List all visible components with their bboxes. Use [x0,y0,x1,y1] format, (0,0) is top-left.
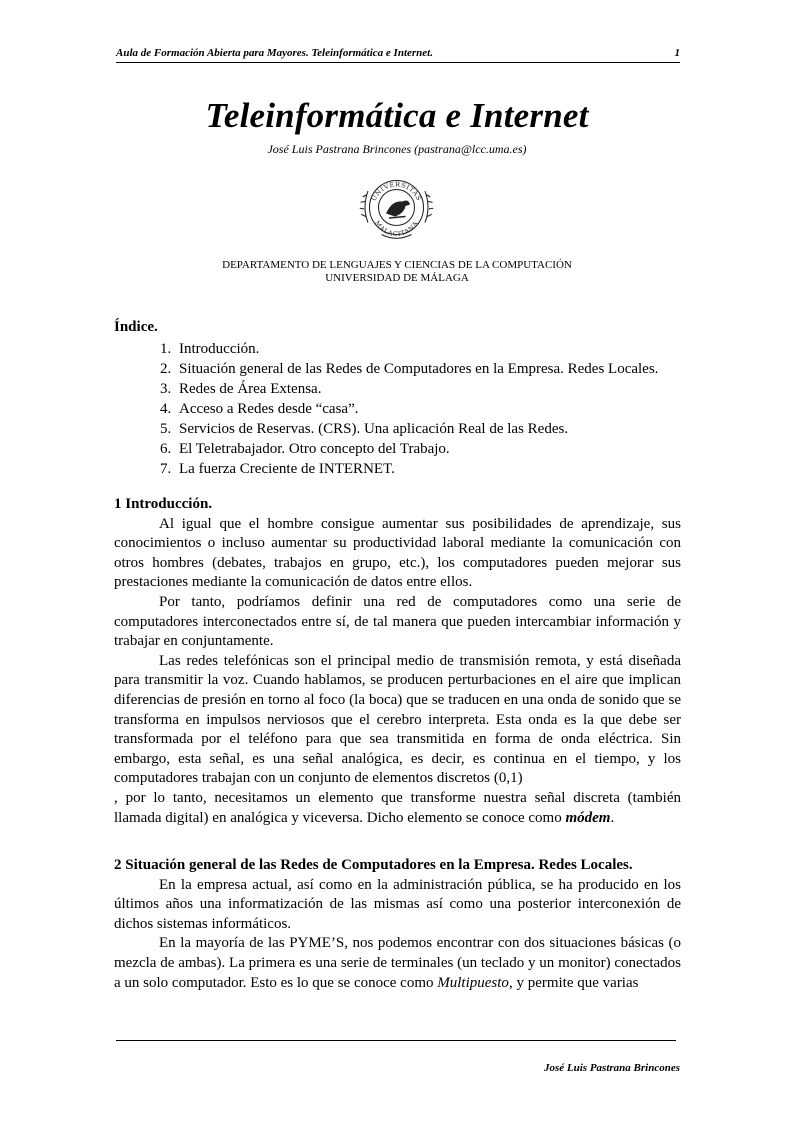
department-name: DEPARTAMENTO DE LENGUAJES Y CIENCIAS DE LA COMPUTACIÓN [222,259,572,271]
paragraph: Al igual que el hombre consigue aumentar sus posibilidades de aprendizaje, sus conocimientos o incluso aumentar su productividad laboral mediante la comunicación con otros hombres (debates, trabajos en grupo, etc.), los computadores pueden mejorar sus prestaciones mediante la comunicación de datos entre ellos. [114,515,681,591]
paragraph: En la empresa actual, así como en la administración pública, se ha producido en los últimos años una informatización de las mismas así como una posterior interconexión de dichos sistemas informáticos. [114,876,681,932]
paragraph [114,789,681,828]
toc-item [160,359,658,379]
toc-item-label: Situación general de las Redes de Computadores en la Empresa. Redes Locales. [179,361,659,377]
emphasized-term: módem [565,809,611,826]
toc-item-number: 3. [160,381,172,397]
paragraph: Por tanto, podríamos definir una red de computadores como una serie de computadores interconectados entre sí, de tal manera que pueden intercambiar información y trabajar en conjuntamente. [114,593,681,650]
toc-item-number: 5. [160,421,172,437]
svg-text:UNIVERSITAS [370,180,424,202]
toc-item-label: La fuerza Creciente de INTERNET. [179,461,395,477]
section-local-networks [114,856,681,993]
author-line: José Luis Pastrana Brincones (pastrana@lcc.uma.es) [267,142,527,156]
toc-item [160,419,658,439]
section-introduction [114,495,681,828]
toc-item [160,459,658,479]
footer-rule [116,1040,676,1041]
toc-item-number: 4. [160,401,172,417]
svg-text:MALACITANA [373,219,420,238]
document-title: Teleinformática e Internet [205,96,589,135]
footer-author: José Luis Pastrana Brincones [544,1062,680,1074]
toc-item-number: 7. [160,461,172,477]
toc-item-number: 6. [160,441,172,457]
department-block [0,259,794,285]
paragraph-text: , por lo tanto, necesitamos un elemento que transforme nuestra señal discreta (también llamada digital) en analógica y viceversa. Dicho elemento se conoce como [114,789,681,826]
section-heading: 2 Situación general de las Redes de Computadores en la Empresa. Redes Locales. [114,857,633,873]
toc-item [160,339,658,359]
paragraph-text: , y permite que varias [508,974,639,991]
toc-item-label: El Teletrabajador. Otro concepto del Trabajo. [179,441,450,457]
paragraph-text: . [610,809,615,826]
emphasized-term: Multipuesto [437,974,509,991]
university-seal-icon [359,170,434,245]
seal-bottom-text: MALACITANA [373,219,420,239]
toc-item-label: Redes de Área Extensa. [179,381,322,397]
toc-item [160,439,658,459]
paragraph-text: En la mayoría de las PYME’S, nos podemos encontrar con dos situaciones básicas (o mezcla de ambas). La primera es una serie de terminales (un teclado y un monitor) conectados a un solo computador. Esto es lo que se conoce como [114,935,681,991]
toc-item-label: Acceso a Redes desde “casa”. [179,401,359,417]
toc-item-number: 1. [160,341,172,357]
section-heading: 1 Introducción. [114,496,213,512]
page-number: 1 [674,47,680,59]
index-heading: Índice. [114,319,158,335]
paragraph: Las redes telefónicas son el principal medio de transmisión remota, y está diseñada para transmitir la voz. Cuando hablamos, se producen perturbaciones en el aire que implican diferencias de presión en torno al foco (la boca) que se traducen en una onda de sonido que se transforma en impulsos nerviosos que el cerebro interpreta. Esta onda es la que debe ser transformada por el teléfono para que sea transmitida en forma de onda eléctrica. Sin embargo, esta señal, es una señal analógica, es decir, es continua en el tiempo, y los computadores trabajan con un conjunto de elementos discretos (0,1) [114,652,681,787]
toc-item-label: Servicios de Reservas. (CRS). Una aplicación Real de las Redes. [179,421,569,437]
toc-item [160,399,658,419]
table-of-contents [160,339,658,479]
running-title: Aula de Formación Abierta para Mayores. Teleinformática e Internet. [116,47,433,59]
running-header [116,47,680,63]
toc-item [160,379,658,399]
seal-top-text: UNIVERSITAS [369,180,424,203]
university-name: UNIVERSIDAD DE MÁLAGA [325,272,469,284]
toc-item-number: 2. [160,361,172,377]
paragraph [114,934,681,993]
toc-item-label: Introducción. [179,341,260,357]
